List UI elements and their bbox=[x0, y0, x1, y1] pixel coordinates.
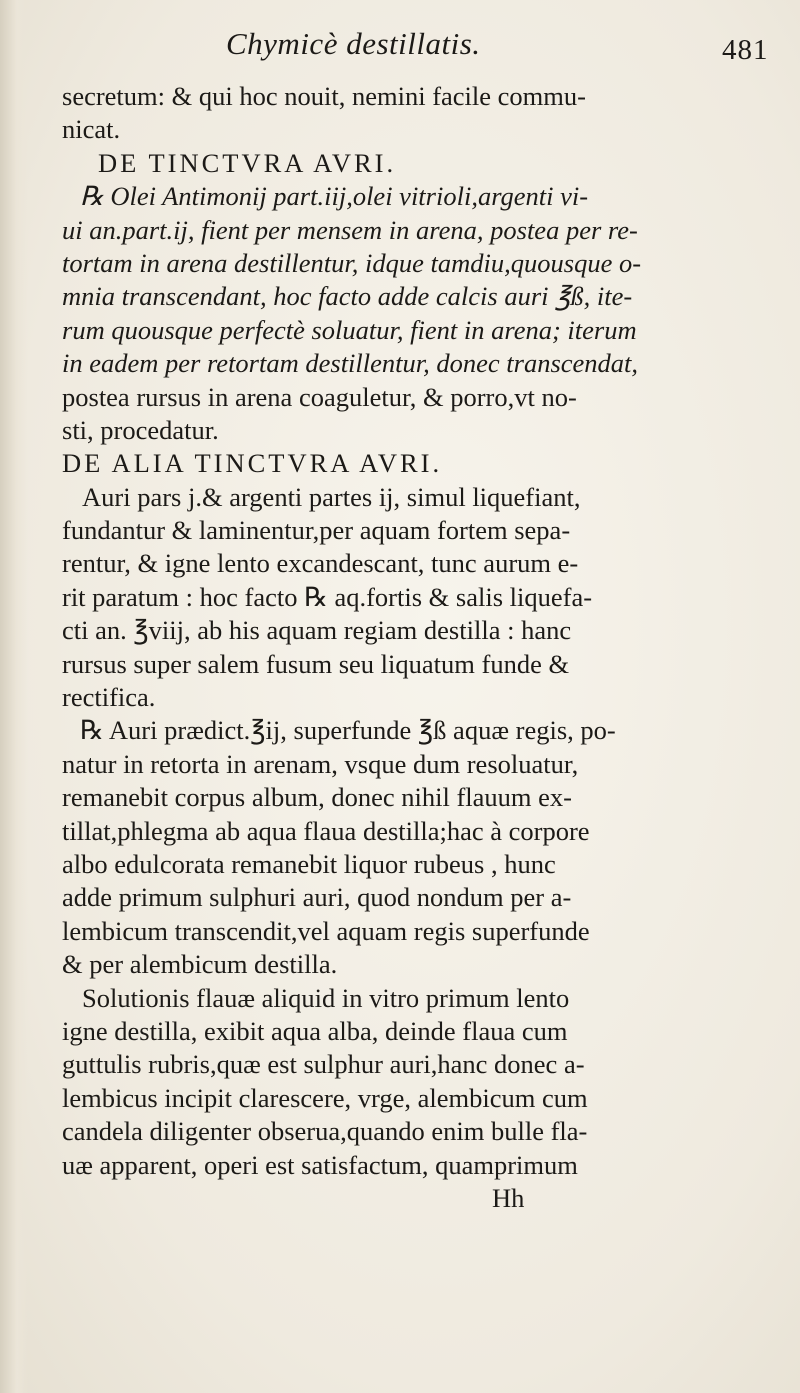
text-line: rectifica. bbox=[62, 682, 156, 713]
text-line: lembicus incipit clarescere, vrge, alembicum cum bbox=[62, 1082, 588, 1113]
text-line: rum quousque perfectè soluatur, fient in arena; iterum bbox=[62, 314, 637, 345]
page-gutter-shadow bbox=[0, 0, 28, 1393]
body-text bbox=[62, 80, 792, 1215]
section-heading: DE ALIA TINCTVRA AVRI. bbox=[62, 448, 443, 479]
text-line: adde primum sulphuri auri, quod nondum per a- bbox=[62, 882, 572, 913]
text-line: Auri pars j.& argenti partes ij, simul liquefiant, bbox=[82, 481, 581, 512]
running-head: Chymicè destillatis. bbox=[226, 26, 481, 61]
text-line: fundantur & laminentur,per aquam fortem sepa- bbox=[62, 515, 571, 546]
text-line: albo edulcorata remanebit liquor rubeus , hunc bbox=[62, 848, 556, 879]
text-line: igne destilla, exibit aqua alba, deinde flaua cum bbox=[62, 1015, 568, 1046]
text-line: natur in retorta in arenam, vsque dum resoluatur, bbox=[62, 748, 579, 779]
text-line: rit paratum : hoc facto ℞ aq.fortis & salis liquefa- bbox=[62, 581, 593, 612]
text-line: rursus super salem fusum seu liquatum funde & bbox=[62, 648, 570, 679]
text-line: ℞ Auri prædict.℥ij, superfunde ℥ß aquæ regis, po- bbox=[80, 715, 616, 746]
text-line: cti an. ℥viij, ab his aquam regiam destilla : hanc bbox=[62, 615, 572, 646]
text-line: sti, procedatur. bbox=[62, 414, 219, 445]
page-number: 481 bbox=[722, 34, 769, 66]
text-line: rentur, & igne lento excandescant, tunc aurum e- bbox=[62, 548, 579, 579]
text-line: remanebit corpus album, donec nihil flauum ex- bbox=[62, 782, 572, 813]
catchword-signature: Hh bbox=[492, 1182, 525, 1213]
text-line: secretum: & qui hoc nouit, nemini facile commu- bbox=[62, 81, 586, 111]
section-heading: DE TINCTVRA AVRI. bbox=[98, 147, 397, 178]
text-line: ℞ Olei Antimonij part.iij,olei vitrioli,argenti vi- bbox=[80, 181, 589, 212]
text-line: Solutionis flauæ aliquid in vitro primum lento bbox=[82, 982, 570, 1013]
text-line: uæ apparent, operi est satisfactum, quamprimum bbox=[62, 1149, 578, 1180]
text-line: guttulis rubris,quæ est sulphur auri,hanc donec a- bbox=[62, 1049, 585, 1080]
text-line: ui an.part.ij, fient per mensem in arena, postea per re- bbox=[62, 214, 638, 245]
text-line: tortam in arena destillentur, idque tamdiu,quousque o- bbox=[62, 247, 642, 278]
text-line: postea rursus in arena coaguletur, & porro,vt no- bbox=[62, 381, 577, 412]
text-line: & per alembicum destilla. bbox=[62, 949, 338, 980]
text-line: candela diligenter obserua,quando enim bulle fla- bbox=[62, 1116, 588, 1147]
text-line: in eadem per retortam destillentur, donec transcendat, bbox=[62, 348, 639, 379]
text-line: lembicum transcendit,vel aquam regis superfunde bbox=[62, 915, 590, 946]
text-line: tillat,phlegma ab aqua flaua destilla;hac à corpore bbox=[62, 815, 590, 846]
text-line: nicat. bbox=[62, 114, 121, 145]
text-line: mnia transcendant, hoc facto adde calcis auri ℥ß, ite- bbox=[62, 281, 633, 312]
